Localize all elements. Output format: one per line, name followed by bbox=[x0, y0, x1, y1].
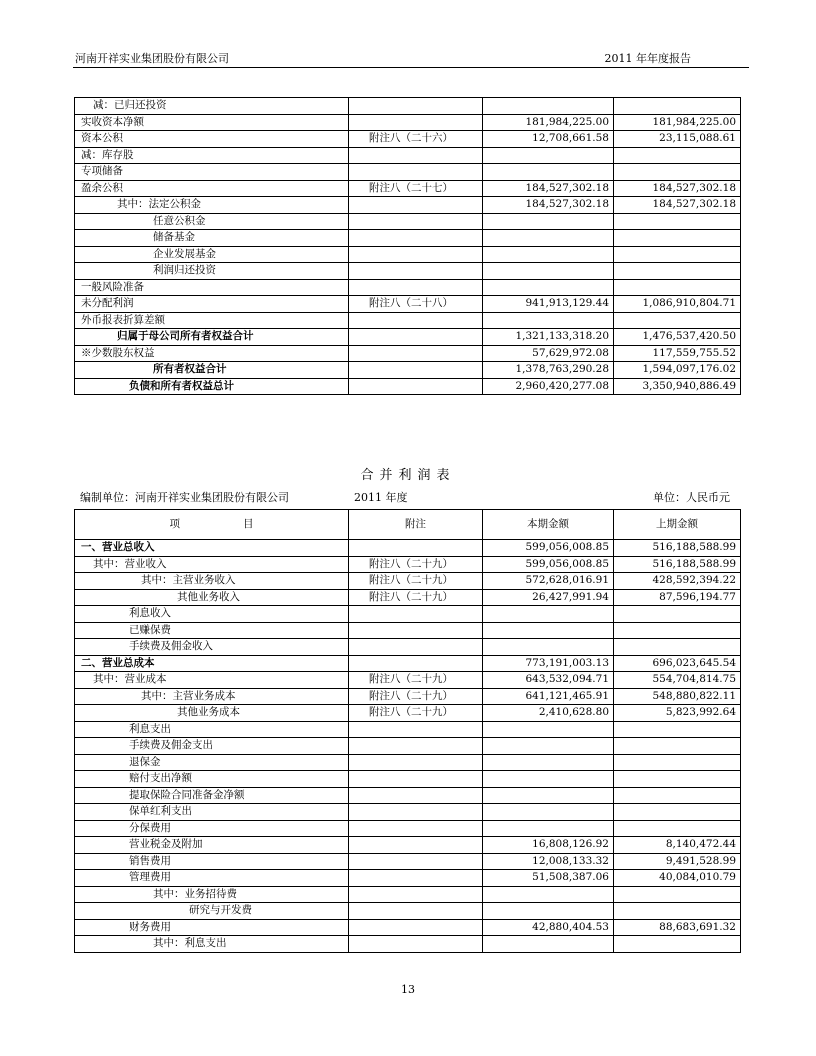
row-item: 所有者权益合计 bbox=[75, 362, 349, 379]
table-row bbox=[75, 213, 741, 230]
header-rule bbox=[73, 67, 749, 68]
row-note bbox=[349, 738, 483, 755]
row-note bbox=[349, 279, 483, 296]
table-row bbox=[75, 936, 741, 953]
row-prior bbox=[614, 622, 741, 639]
row-note bbox=[349, 721, 483, 738]
row-item: 实收资本净额 bbox=[75, 114, 349, 131]
row-current bbox=[483, 738, 614, 755]
row-note bbox=[349, 378, 483, 395]
row-note bbox=[349, 114, 483, 131]
row-current: 1,321,133,318.20 bbox=[483, 329, 614, 346]
row-current bbox=[483, 164, 614, 181]
table-row bbox=[75, 705, 741, 722]
period-label: 2011 年度 bbox=[354, 491, 408, 504]
row-item: 企业发展基金 bbox=[75, 246, 349, 263]
row-current: 1,378,763,290.28 bbox=[483, 362, 614, 379]
row-current: 599,056,008.85 bbox=[483, 556, 614, 573]
row-prior bbox=[614, 754, 741, 771]
table-row bbox=[75, 556, 741, 573]
table-row bbox=[75, 655, 741, 672]
row-item: 已赚保费 bbox=[75, 622, 349, 639]
row-item: 负债和所有者权益总计 bbox=[75, 378, 349, 395]
row-item: 资本公积 bbox=[75, 131, 349, 148]
row-prior: 117,559,755.52 bbox=[614, 345, 741, 362]
row-prior bbox=[614, 164, 741, 181]
row-item: 减：已归还投资 bbox=[75, 98, 349, 115]
row-note bbox=[349, 919, 483, 936]
table-row bbox=[75, 246, 741, 263]
table-row bbox=[75, 296, 741, 313]
page-header bbox=[75, 50, 747, 68]
row-prior: 516,188,588.99 bbox=[614, 556, 741, 573]
row-prior bbox=[614, 230, 741, 247]
table-row bbox=[75, 787, 741, 804]
row-current bbox=[483, 622, 614, 639]
row-current: 16,808,126.92 bbox=[483, 837, 614, 854]
row-prior: 548,880,822.11 bbox=[614, 688, 741, 705]
row-item: 管理费用 bbox=[75, 870, 349, 887]
table-row bbox=[75, 378, 741, 395]
table-row bbox=[75, 919, 741, 936]
row-current: 599,056,008.85 bbox=[483, 540, 614, 557]
table-row bbox=[75, 329, 741, 346]
table-row bbox=[75, 279, 741, 296]
row-current: 184,527,302.18 bbox=[483, 197, 614, 214]
table-row bbox=[75, 903, 741, 920]
income-statement-title: 合并利润表 bbox=[360, 468, 456, 483]
row-current: 57,629,972.08 bbox=[483, 345, 614, 362]
table-row bbox=[75, 230, 741, 247]
row-item: 其中：利息支出 bbox=[75, 936, 349, 953]
row-item: 其中：主营业务成本 bbox=[75, 688, 349, 705]
row-item: 其中：营业成本 bbox=[75, 672, 349, 689]
row-prior bbox=[614, 639, 741, 656]
row-prior bbox=[614, 936, 741, 953]
row-prior bbox=[614, 312, 741, 329]
row-note bbox=[349, 639, 483, 656]
row-item: ※少数股东权益 bbox=[75, 345, 349, 362]
table-row bbox=[75, 589, 741, 606]
row-item: 储备基金 bbox=[75, 230, 349, 247]
row-current: 941,913,129.44 bbox=[483, 296, 614, 313]
row-prior bbox=[614, 263, 741, 280]
row-item: 研究与开发费 bbox=[75, 903, 349, 920]
table-row bbox=[75, 147, 741, 164]
compiler-label: 编制单位：河南开祥实业集团股份有限公司 bbox=[80, 491, 289, 504]
row-item: 财务费用 bbox=[75, 919, 349, 936]
row-note bbox=[349, 606, 483, 623]
row-item: 未分配利润 bbox=[75, 296, 349, 313]
table-row bbox=[75, 197, 741, 214]
row-prior bbox=[614, 771, 741, 788]
header-item: 项 目 bbox=[75, 510, 349, 540]
row-note bbox=[349, 197, 483, 214]
row-item: 一般风险准备 bbox=[75, 279, 349, 296]
row-prior: 5,823,992.64 bbox=[614, 705, 741, 722]
row-prior bbox=[614, 246, 741, 263]
row-prior bbox=[614, 820, 741, 837]
row-note: 附注八（二十九） bbox=[349, 688, 483, 705]
row-note bbox=[349, 164, 483, 181]
row-note bbox=[349, 771, 483, 788]
row-item: 退保金 bbox=[75, 754, 349, 771]
row-current bbox=[483, 263, 614, 280]
row-current: 641,121,465.91 bbox=[483, 688, 614, 705]
row-note bbox=[349, 345, 483, 362]
row-prior: 23,115,088.61 bbox=[614, 131, 741, 148]
table-row bbox=[75, 98, 741, 115]
row-note bbox=[349, 230, 483, 247]
row-current: 773,191,003.13 bbox=[483, 655, 614, 672]
row-note bbox=[349, 329, 483, 346]
row-current: 26,427,991.94 bbox=[483, 589, 614, 606]
row-prior: 9,491,528.99 bbox=[614, 853, 741, 870]
row-prior: 516,188,588.99 bbox=[614, 540, 741, 557]
row-item: 分保费用 bbox=[75, 820, 349, 837]
table-row bbox=[75, 345, 741, 362]
row-prior: 184,527,302.18 bbox=[614, 197, 741, 214]
table-row bbox=[75, 114, 741, 131]
table-row bbox=[75, 688, 741, 705]
row-note bbox=[349, 754, 483, 771]
row-prior bbox=[614, 606, 741, 623]
row-note bbox=[349, 263, 483, 280]
row-prior: 1,086,910,804.71 bbox=[614, 296, 741, 313]
row-item: 利润归还投资 bbox=[75, 263, 349, 280]
row-current: 572,628,016.91 bbox=[483, 573, 614, 590]
row-item: 其中：主营业务收入 bbox=[75, 573, 349, 590]
row-current: 643,532,094.71 bbox=[483, 672, 614, 689]
row-current: 42,880,404.53 bbox=[483, 919, 614, 936]
row-current bbox=[483, 230, 614, 247]
table-row bbox=[75, 721, 741, 738]
row-current bbox=[483, 886, 614, 903]
row-note: 附注八（二十九） bbox=[349, 573, 483, 590]
row-item: 销售费用 bbox=[75, 853, 349, 870]
row-item: 赔付支出净额 bbox=[75, 771, 349, 788]
row-item: 其他业务成本 bbox=[75, 705, 349, 722]
row-current: 2,960,420,277.08 bbox=[483, 378, 614, 395]
row-prior: 1,594,097,176.02 bbox=[614, 362, 741, 379]
table-row bbox=[75, 263, 741, 280]
row-current: 181,984,225.00 bbox=[483, 114, 614, 131]
row-current bbox=[483, 754, 614, 771]
row-current: 12,708,661.58 bbox=[483, 131, 614, 148]
equity-table bbox=[74, 97, 741, 395]
row-prior: 1,476,537,420.50 bbox=[614, 329, 741, 346]
row-note bbox=[349, 853, 483, 870]
row-item: 减：库存股 bbox=[75, 147, 349, 164]
row-current: 2,410,628.80 bbox=[483, 705, 614, 722]
row-note bbox=[349, 903, 483, 920]
row-item: 手续费及佣金收入 bbox=[75, 639, 349, 656]
row-note: 附注八（二十九） bbox=[349, 556, 483, 573]
table-row bbox=[75, 837, 741, 854]
table-row bbox=[75, 853, 741, 870]
row-note bbox=[349, 886, 483, 903]
header-prior: 上期金额 bbox=[614, 510, 741, 540]
table-row bbox=[75, 573, 741, 590]
row-current bbox=[483, 771, 614, 788]
row-note: 附注八（二十九） bbox=[349, 705, 483, 722]
row-current: 12,008,133.32 bbox=[483, 853, 614, 870]
row-prior bbox=[614, 738, 741, 755]
header-company: 河南开祥实业集团股份有限公司 bbox=[75, 52, 229, 65]
row-prior bbox=[614, 804, 741, 821]
row-current bbox=[483, 936, 614, 953]
page-number: 13 bbox=[401, 983, 415, 996]
row-prior: 88,683,691.32 bbox=[614, 919, 741, 936]
row-note bbox=[349, 804, 483, 821]
table-row bbox=[75, 362, 741, 379]
row-prior: 184,527,302.18 bbox=[614, 180, 741, 197]
row-item: 营业税金及附加 bbox=[75, 837, 349, 854]
row-item: 其中：营业收入 bbox=[75, 556, 349, 573]
row-note: 附注八（二十九） bbox=[349, 589, 483, 606]
row-note: 附注八（二十六） bbox=[349, 131, 483, 148]
row-note bbox=[349, 870, 483, 887]
row-item: 利息支出 bbox=[75, 721, 349, 738]
row-item: 提取保险合同准备金净额 bbox=[75, 787, 349, 804]
row-current bbox=[483, 312, 614, 329]
row-item: 保单红利支出 bbox=[75, 804, 349, 821]
row-note: 附注八（二十七） bbox=[349, 180, 483, 197]
row-current bbox=[483, 804, 614, 821]
row-prior bbox=[614, 721, 741, 738]
row-item: 二、营业总成本 bbox=[75, 655, 349, 672]
row-item: 利息收入 bbox=[75, 606, 349, 623]
row-prior: 428,592,394.22 bbox=[614, 573, 741, 590]
row-note bbox=[349, 820, 483, 837]
row-prior: 696,023,645.54 bbox=[614, 655, 741, 672]
table-row bbox=[75, 312, 741, 329]
table-row bbox=[75, 754, 741, 771]
row-item: 专项储备 bbox=[75, 164, 349, 181]
row-item: 其中：业务招待费 bbox=[75, 886, 349, 903]
row-prior: 40,084,010.79 bbox=[614, 870, 741, 887]
row-note bbox=[349, 312, 483, 329]
row-note bbox=[349, 98, 483, 115]
row-note bbox=[349, 622, 483, 639]
row-current bbox=[483, 903, 614, 920]
row-item: 盈余公积 bbox=[75, 180, 349, 197]
row-note bbox=[349, 213, 483, 230]
row-prior: 181,984,225.00 bbox=[614, 114, 741, 131]
table-row bbox=[75, 540, 741, 557]
table-row bbox=[75, 131, 741, 148]
income-statement-table bbox=[74, 509, 741, 953]
row-note bbox=[349, 362, 483, 379]
row-item: 其中：法定公积金 bbox=[75, 197, 349, 214]
row-note: 附注八（二十八） bbox=[349, 296, 483, 313]
table-row bbox=[75, 870, 741, 887]
table-row bbox=[75, 771, 741, 788]
row-current bbox=[483, 213, 614, 230]
row-note bbox=[349, 936, 483, 953]
row-note bbox=[349, 540, 483, 557]
row-item: 任意公积金 bbox=[75, 213, 349, 230]
row-note bbox=[349, 837, 483, 854]
row-item: 外币报表折算差额 bbox=[75, 312, 349, 329]
table-row bbox=[75, 820, 741, 837]
row-current bbox=[483, 279, 614, 296]
row-note bbox=[349, 246, 483, 263]
header-report: 2011 年年度报告 bbox=[604, 52, 691, 65]
row-prior bbox=[614, 213, 741, 230]
row-note bbox=[349, 655, 483, 672]
table-row bbox=[75, 804, 741, 821]
row-current: 184,527,302.18 bbox=[483, 180, 614, 197]
row-prior: 554,704,814.75 bbox=[614, 672, 741, 689]
row-prior bbox=[614, 147, 741, 164]
table-row bbox=[75, 180, 741, 197]
row-prior bbox=[614, 903, 741, 920]
row-prior: 3,350,940,886.49 bbox=[614, 378, 741, 395]
row-item: 归属于母公司所有者权益合计 bbox=[75, 329, 349, 346]
row-current bbox=[483, 721, 614, 738]
row-current: 51,508,387.06 bbox=[483, 870, 614, 887]
table-row bbox=[75, 886, 741, 903]
row-note bbox=[349, 147, 483, 164]
row-current bbox=[483, 787, 614, 804]
table-row bbox=[75, 738, 741, 755]
unit-label: 单位：人民币元 bbox=[653, 491, 730, 504]
row-prior bbox=[614, 98, 741, 115]
header-current: 本期金额 bbox=[483, 510, 614, 540]
row-current bbox=[483, 246, 614, 263]
table-row bbox=[75, 164, 741, 181]
row-item: 手续费及佣金支出 bbox=[75, 738, 349, 755]
row-current bbox=[483, 147, 614, 164]
row-current bbox=[483, 98, 614, 115]
header-note: 附注 bbox=[349, 510, 483, 540]
row-current bbox=[483, 820, 614, 837]
table-row bbox=[75, 672, 741, 689]
row-item: 一、营业总收入 bbox=[75, 540, 349, 557]
row-note bbox=[349, 787, 483, 804]
row-note: 附注八（二十九） bbox=[349, 672, 483, 689]
table-row bbox=[75, 622, 741, 639]
row-prior: 8,140,472.44 bbox=[614, 837, 741, 854]
row-current bbox=[483, 606, 614, 623]
table-header-row bbox=[75, 510, 741, 540]
table-row bbox=[75, 606, 741, 623]
row-item: 其他业务收入 bbox=[75, 589, 349, 606]
row-current bbox=[483, 639, 614, 656]
row-prior bbox=[614, 787, 741, 804]
table-row bbox=[75, 639, 741, 656]
row-prior bbox=[614, 279, 741, 296]
row-prior: 87,596,194.77 bbox=[614, 589, 741, 606]
row-prior bbox=[614, 886, 741, 903]
